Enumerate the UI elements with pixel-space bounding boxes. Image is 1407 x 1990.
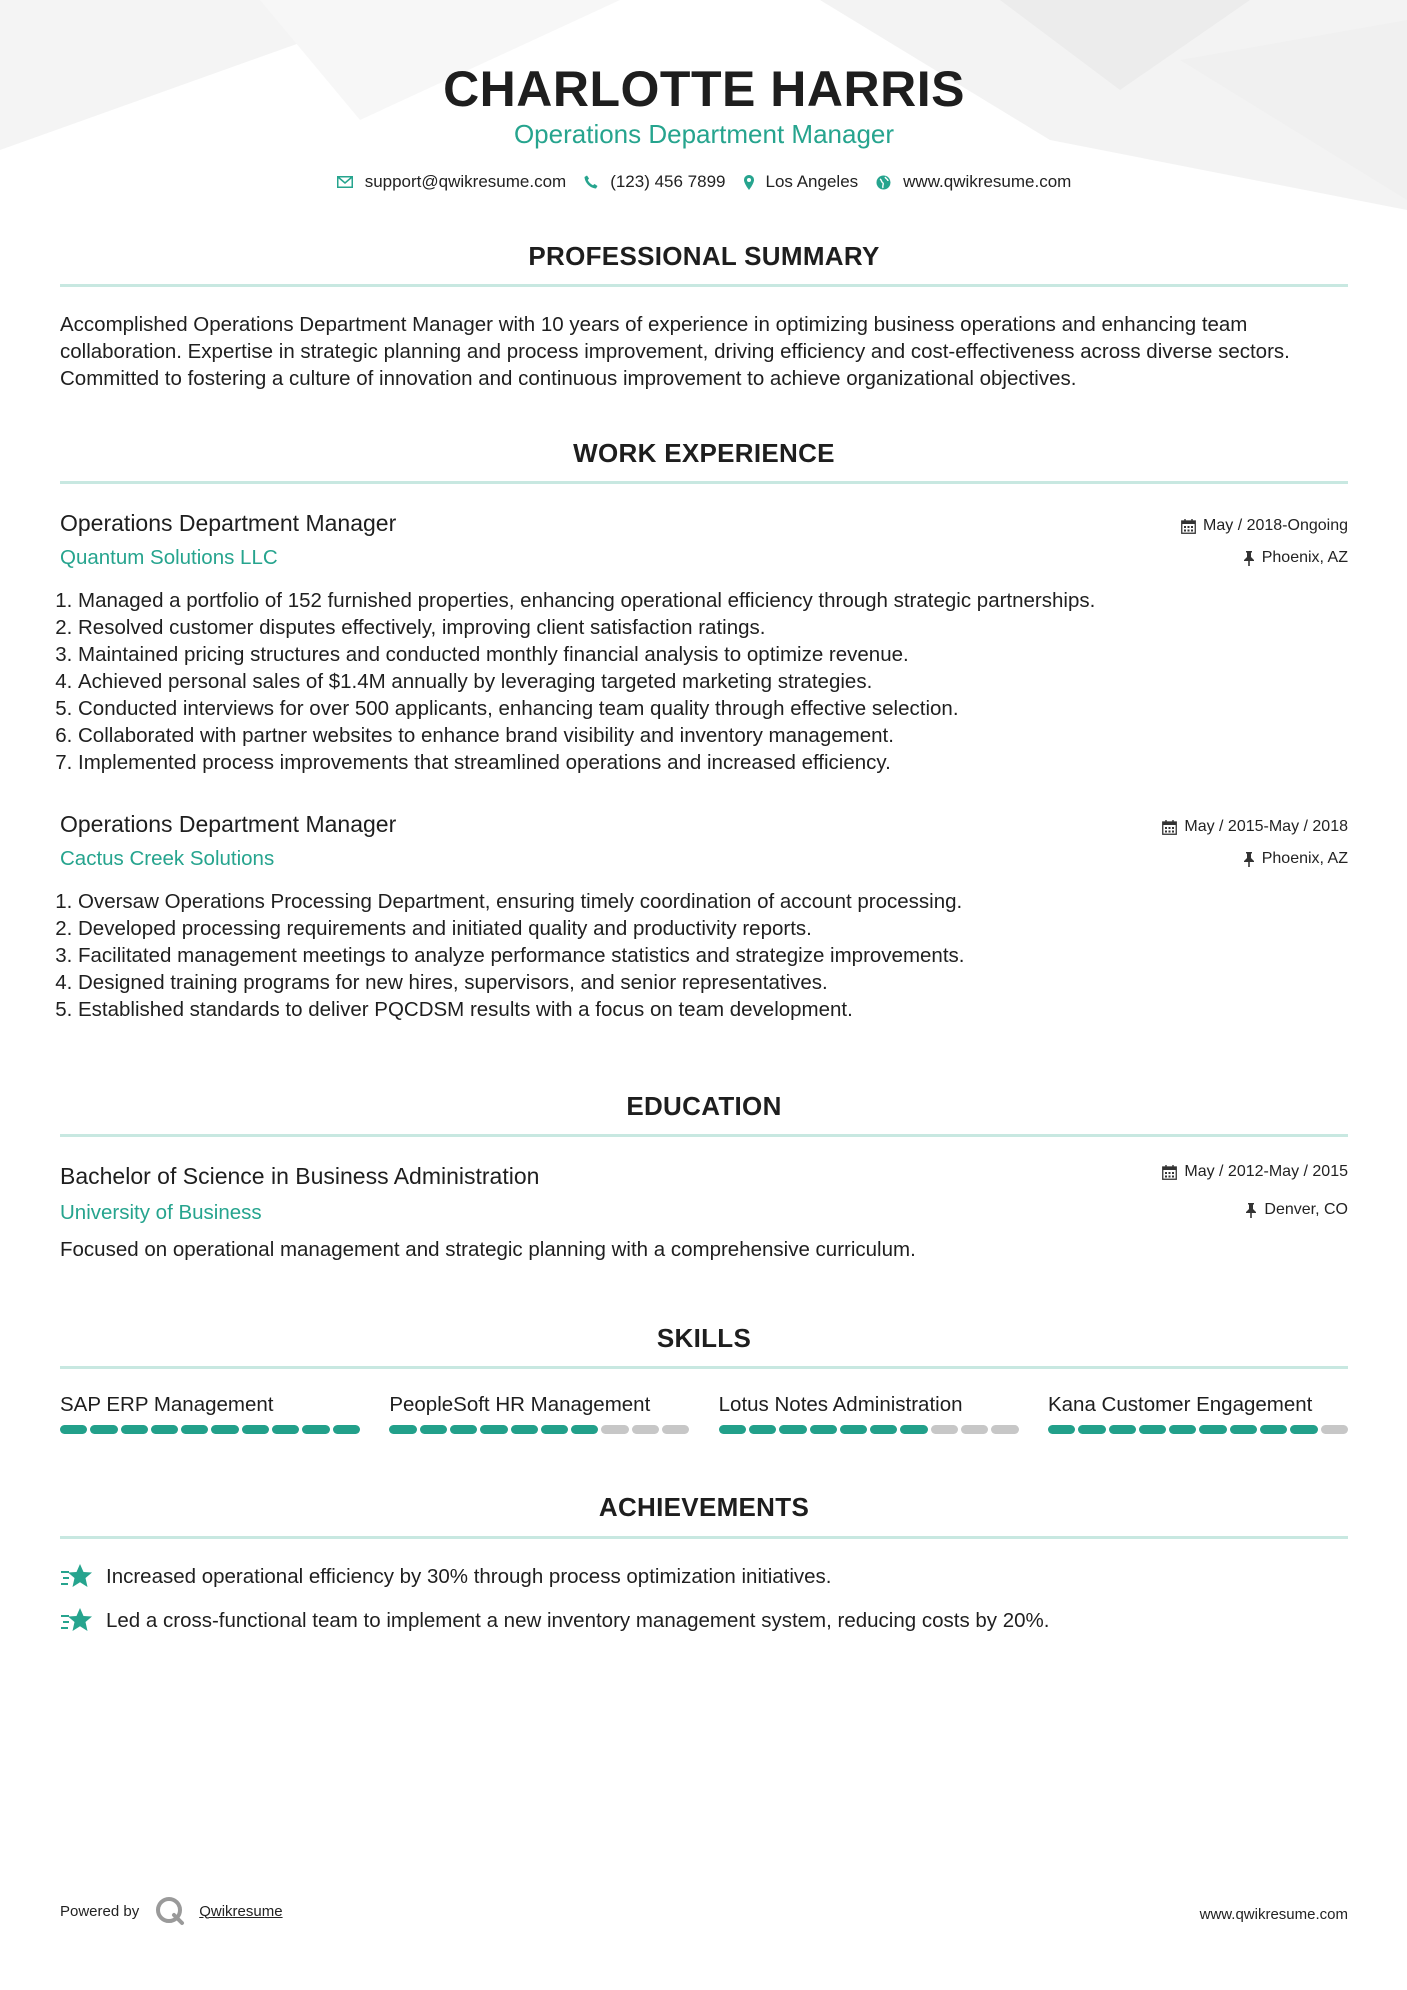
education-description: Focused on operational management and strategic planning with a comprehensive curriculum.: [60, 1238, 916, 1261]
job-bullets: [55, 587, 1368, 776]
education-date-text: May / 2012-May / 2015: [1184, 1163, 1348, 1180]
skill-segment-filled: [779, 1425, 806, 1434]
contact-location: [744, 172, 859, 192]
summary-divider: [60, 284, 1348, 287]
summary-text: Accomplished Operations Department Manager with 10 years of experience in optimizing business operations and enhancing team collaboration. Expertise in strategic planning and process improvement, driving efficiency and cost-effectiveness across diverse sectors. Committed to fostering a culture of innovation and continuous improvement to achieve organizational objectives.: [60, 313, 1290, 390]
skill-label: Lotus Notes Administration: [718, 1393, 963, 1416]
achievement-text: Increased operational efficiency by 30% through process optimization initiatives.: [106, 1565, 832, 1588]
job-location-text: Phoenix, AZ: [1261, 549, 1348, 566]
star-icon: [60, 1607, 94, 1635]
skill-label: SAP ERP Management: [60, 1393, 274, 1416]
skill-segment-filled: [1290, 1425, 1317, 1434]
skill-segment-filled: [333, 1425, 360, 1434]
job-date: [1162, 818, 1348, 836]
skill-segment-filled: [450, 1425, 477, 1434]
experience-heading: WORK EXPERIENCE: [573, 438, 835, 468]
achievements-divider: [60, 1536, 1348, 1539]
calendar-icon: [1162, 820, 1177, 835]
job-title: Operations Department Manager: [60, 510, 397, 536]
skill-label: PeopleSoft HR Management: [389, 1393, 651, 1416]
job-bullet: 1. Oversaw Operations Processing Department, ensuring timely coordination of account processing.: [78, 888, 1368, 915]
footer-brand-link[interactable]: Qwikresume: [199, 1902, 283, 1920]
job-bullet: 5. Conducted interviews for over 500 applicants, enhancing team quality through effective selection.: [78, 695, 1368, 722]
skill-segment-empty: [632, 1425, 659, 1434]
skill-segment-empty: [662, 1425, 689, 1434]
qwikresume-logo-icon: [155, 1896, 185, 1926]
footer-website-link[interactable]: www.qwikresume.com: [1199, 1906, 1348, 1923]
contact-bar: [60, 172, 1348, 192]
education-location: [1245, 1201, 1348, 1219]
skill-segment-filled: [1139, 1425, 1166, 1434]
skill-segment-filled: [900, 1425, 927, 1434]
skill-segment-filled: [302, 1425, 329, 1434]
skill-label: Kana Customer Engagement: [1047, 1393, 1313, 1416]
job-company: Cactus Creek Solutions: [60, 847, 275, 870]
skill-level-bar: [60, 1425, 360, 1434]
skill-level-bar: [719, 1425, 1019, 1434]
footer-powered-by: [60, 1896, 283, 1926]
job-bullet: 3. Facilitated management meetings to analyze performance statistics and strategize improvements.: [78, 942, 1368, 969]
education-degree: Bachelor of Science in Business Administration: [60, 1163, 540, 1189]
globe-icon: [876, 175, 891, 190]
candidate-name: CHARLOTTE HARRIS: [443, 61, 965, 117]
job-bullet: 7. Implemented process improvements that streamlined operations and increased efficiency.: [78, 749, 1368, 776]
skill-segment-empty: [961, 1425, 988, 1434]
skill-segment-empty: [931, 1425, 958, 1434]
experience-divider: [60, 481, 1348, 484]
skill-segment-filled: [870, 1425, 897, 1434]
skill-level-bar: [1048, 1425, 1348, 1434]
skill-segment-empty: [1321, 1425, 1348, 1434]
job-date: [1181, 517, 1348, 535]
job-bullet: 2. Resolved customer disputes effectively, improving client satisfaction ratings.: [78, 614, 1368, 641]
skill-segment-filled: [420, 1425, 447, 1434]
skill-item: [389, 1393, 689, 1434]
powered-by-label: Powered by: [60, 1902, 140, 1920]
contact-website-text: www.qwikresume.com: [903, 172, 1072, 191]
skill-segment-filled: [1169, 1425, 1196, 1434]
phone-icon: [584, 175, 598, 189]
education-heading: EDUCATION: [626, 1091, 782, 1121]
job-bullet: 5. Established standards to deliver PQCDSM results with a focus on team development.: [78, 996, 1368, 1023]
skill-segment-filled: [181, 1425, 208, 1434]
skill-segment-filled: [719, 1425, 746, 1434]
pin-icon: [1243, 852, 1255, 867]
job-location: [1243, 850, 1348, 868]
contact-email[interactable]: [337, 172, 567, 192]
contact-phone[interactable]: [584, 172, 725, 192]
skill-segment-filled: [480, 1425, 507, 1434]
contact-email-text: support@qwikresume.com: [364, 172, 567, 191]
skill-level-bar: [389, 1425, 689, 1434]
education-school: University of Business: [60, 1201, 262, 1224]
achievement-text: Led a cross-functional team to implement a new inventory management system, reducing costs by 20%.: [106, 1609, 1050, 1632]
job-company: Quantum Solutions LLC: [60, 546, 278, 569]
skills-heading: SKILLS: [656, 1323, 752, 1353]
job-bullet: 3. Maintained pricing structures and conducted monthly financial analysis to optimize revenue.: [78, 641, 1368, 668]
calendar-icon: [1162, 1165, 1177, 1180]
education-divider: [60, 1134, 1348, 1137]
skill-segment-filled: [60, 1425, 87, 1434]
achievement-item: [60, 1607, 1049, 1635]
job-date-text: May / 2018-Ongoing: [1203, 517, 1348, 534]
skill-segment-filled: [1260, 1425, 1287, 1434]
job-location-text: Phoenix, AZ: [1261, 850, 1348, 867]
skill-segment-filled: [90, 1425, 117, 1434]
skill-segment-filled: [1078, 1425, 1105, 1434]
skill-segment-filled: [1199, 1425, 1226, 1434]
skills-list: [60, 1393, 1348, 1434]
candidate-role: Operations Department Manager: [513, 119, 895, 149]
envelope-icon: [337, 176, 353, 188]
job-bullet: 6. Collaborated with partner websites to enhance brand visibility and inventory management.: [78, 722, 1368, 749]
education-date: [1162, 1163, 1348, 1181]
contact-phone-text: (123) 456 7899: [610, 172, 726, 191]
pin-icon: [1245, 1203, 1257, 1218]
education-location-text: Denver, CO: [1264, 1201, 1348, 1218]
skill-segment-filled: [749, 1425, 776, 1434]
job-bullet: 1. Managed a portfolio of 152 furnished properties, enhancing operational efficiency through strategic partnerships.: [78, 587, 1368, 614]
achievement-item: [60, 1563, 832, 1591]
job-bullet: 4. Achieved personal sales of $1.4M annually by leveraging targeted marketing strategies.: [78, 668, 1368, 695]
skills-divider: [60, 1366, 1348, 1369]
star-icon: [60, 1563, 94, 1591]
job-location: [1243, 549, 1348, 567]
skill-segment-filled: [511, 1425, 538, 1434]
skill-segment-empty: [991, 1425, 1018, 1434]
skill-segment-filled: [840, 1425, 867, 1434]
contact-website[interactable]: [876, 172, 1071, 192]
job-title: Operations Department Manager: [60, 811, 397, 837]
skill-item: [1048, 1393, 1348, 1434]
skill-segment-filled: [541, 1425, 568, 1434]
job-date-text: May / 2015-May / 2018: [1184, 818, 1348, 835]
job-bullet: 2. Developed processing requirements and initiated quality and productivity reports.: [78, 915, 1368, 942]
skill-segment-filled: [242, 1425, 269, 1434]
job-bullets: [55, 888, 1368, 1023]
achievements-heading: ACHIEVEMENTS: [598, 1492, 810, 1522]
calendar-icon: [1181, 519, 1196, 534]
skill-segment-filled: [121, 1425, 148, 1434]
contact-location-text: Los Angeles: [765, 172, 859, 191]
skill-segment-filled: [1109, 1425, 1136, 1434]
skill-segment-filled: [571, 1425, 598, 1434]
summary-heading: PROFESSIONAL SUMMARY: [528, 241, 880, 271]
skill-segment-filled: [272, 1425, 299, 1434]
pin-icon: [1243, 551, 1255, 566]
skill-segment-filled: [151, 1425, 178, 1434]
skill-segment-filled: [1230, 1425, 1257, 1434]
skill-segment-filled: [1048, 1425, 1075, 1434]
skill-segment-filled: [211, 1425, 238, 1434]
skill-segment-filled: [810, 1425, 837, 1434]
skill-item: [719, 1393, 1019, 1434]
map-marker-icon: [744, 175, 754, 190]
job-bullet: 4. Designed training programs for new hires, supervisors, and senior representatives.: [78, 969, 1368, 996]
skill-segment-empty: [601, 1425, 628, 1434]
skill-segment-filled: [389, 1425, 416, 1434]
skill-item: [60, 1393, 360, 1434]
